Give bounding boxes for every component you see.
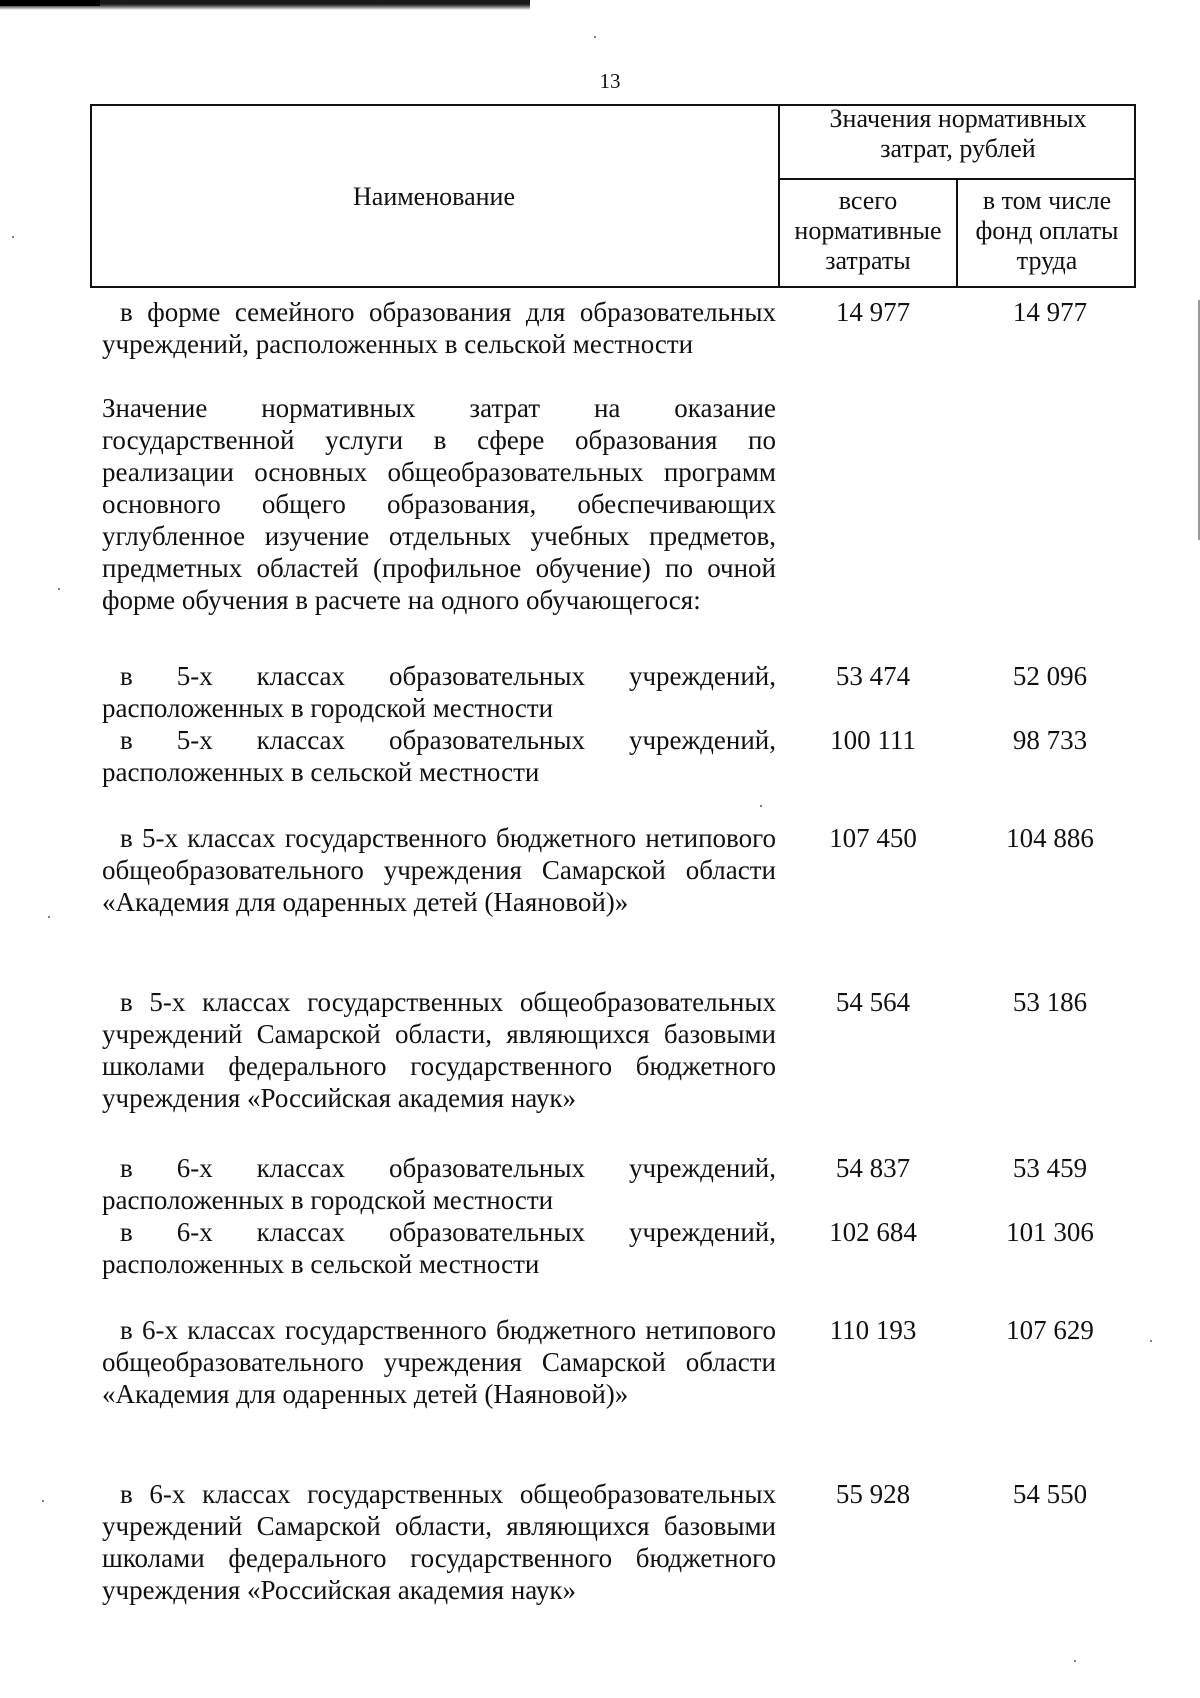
scan-speck: [58, 588, 60, 590]
row-value-total: 102 684: [829, 1217, 917, 1247]
scan-speck: [12, 236, 14, 238]
row-value-payroll: 52 096: [1012, 661, 1088, 691]
row-value-total: 55 928: [835, 1479, 911, 1509]
column-header-payroll: в том числе фонд оплаты труда: [975, 186, 1119, 275]
row-name: в 6-х классах образовательных учреждений, расположенных в городской местности: [102, 1153, 776, 1215]
row-value-payroll: 53 459: [1012, 1153, 1088, 1183]
row-name: в 5-х классах государственных общеобразовательных учреждений Самарской области, являющихся базовыми школами федерального государственного бюджетного учреждения «Российская академия наук»: [102, 987, 776, 1113]
table-border-bottom: [90, 286, 1136, 288]
scan-speck: [48, 916, 50, 918]
page-number: 13: [599, 69, 621, 93]
scan-speck: [1150, 1340, 1152, 1342]
column-group-header-values: Значения нормативных затрат, рублей: [829, 104, 1087, 163]
row-value-payroll: 101 306: [1006, 1217, 1094, 1247]
row-value-total: 54 564: [835, 987, 911, 1017]
scan-speck: [42, 1500, 44, 1502]
row-name: в форме семейного образования для образовательных учреждений, расположенных в сельской местности: [102, 297, 776, 359]
row-name: в 6-х классах государственных общеобразовательных учреждений Самарской области, являющихся базовыми школами федерального государственного бюджетного учреждения «Российская академия наук»: [102, 1479, 776, 1605]
row-name: в 5-х классах образовательных учреждений, расположенных в сельской местности: [102, 725, 776, 787]
row-name: в 6-х классах образовательных учреждений, расположенных в сельской местности: [102, 1217, 776, 1279]
row-value-total: 54 837: [835, 1153, 911, 1183]
row-value-total: 107 450: [829, 823, 917, 853]
row-value-total: 53 474: [835, 661, 911, 691]
scan-speck: [1074, 1660, 1076, 1662]
row-value-payroll: 107 629: [1006, 1315, 1094, 1345]
scan-artifact-corner: [0, 0, 100, 6]
row-name: в 6-х классах государственного бюджетного нетипового общеобразовательного учреждения Самарской области «Академия для одаренных детей (Наяновой)»: [102, 1315, 776, 1409]
section-intro: Значение нормативных затрат на оказание государственной услуги в сфере образования по реализации основных общеобразовательных программ основного общего образования, обеспечивающих углубленное изучение отдельных учебных предметов, предметных областей (профильное обучение) по очной форме обучения в расчете на одного обучающегося:: [102, 393, 776, 615]
row-value-payroll: 14 977: [1012, 297, 1088, 327]
row-value-payroll: 104 886: [1006, 823, 1094, 853]
row-value-total: 100 111: [830, 725, 916, 755]
row-name: в 5-х классах образовательных учреждений, расположенных в городской местности: [102, 661, 776, 723]
row-name: в 5-х классах государственного бюджетного нетипового общеобразовательного учреждения Самарской области «Академия для одаренных детей (Наяновой)»: [102, 823, 776, 917]
row-value-total: 14 977: [835, 297, 911, 327]
column-header-total: всего нормативные затраты: [794, 186, 942, 275]
row-value-payroll: 98 733: [1012, 725, 1088, 755]
row-value-total: 110 193: [829, 1315, 917, 1345]
scan-speck: [594, 36, 596, 38]
column-header-name: Наименование: [353, 182, 515, 211]
scan-speck: [760, 805, 762, 807]
row-value-payroll: 54 550: [1012, 1479, 1088, 1509]
row-value-payroll: 53 186: [1012, 987, 1088, 1017]
table-header: [90, 90, 1136, 290]
